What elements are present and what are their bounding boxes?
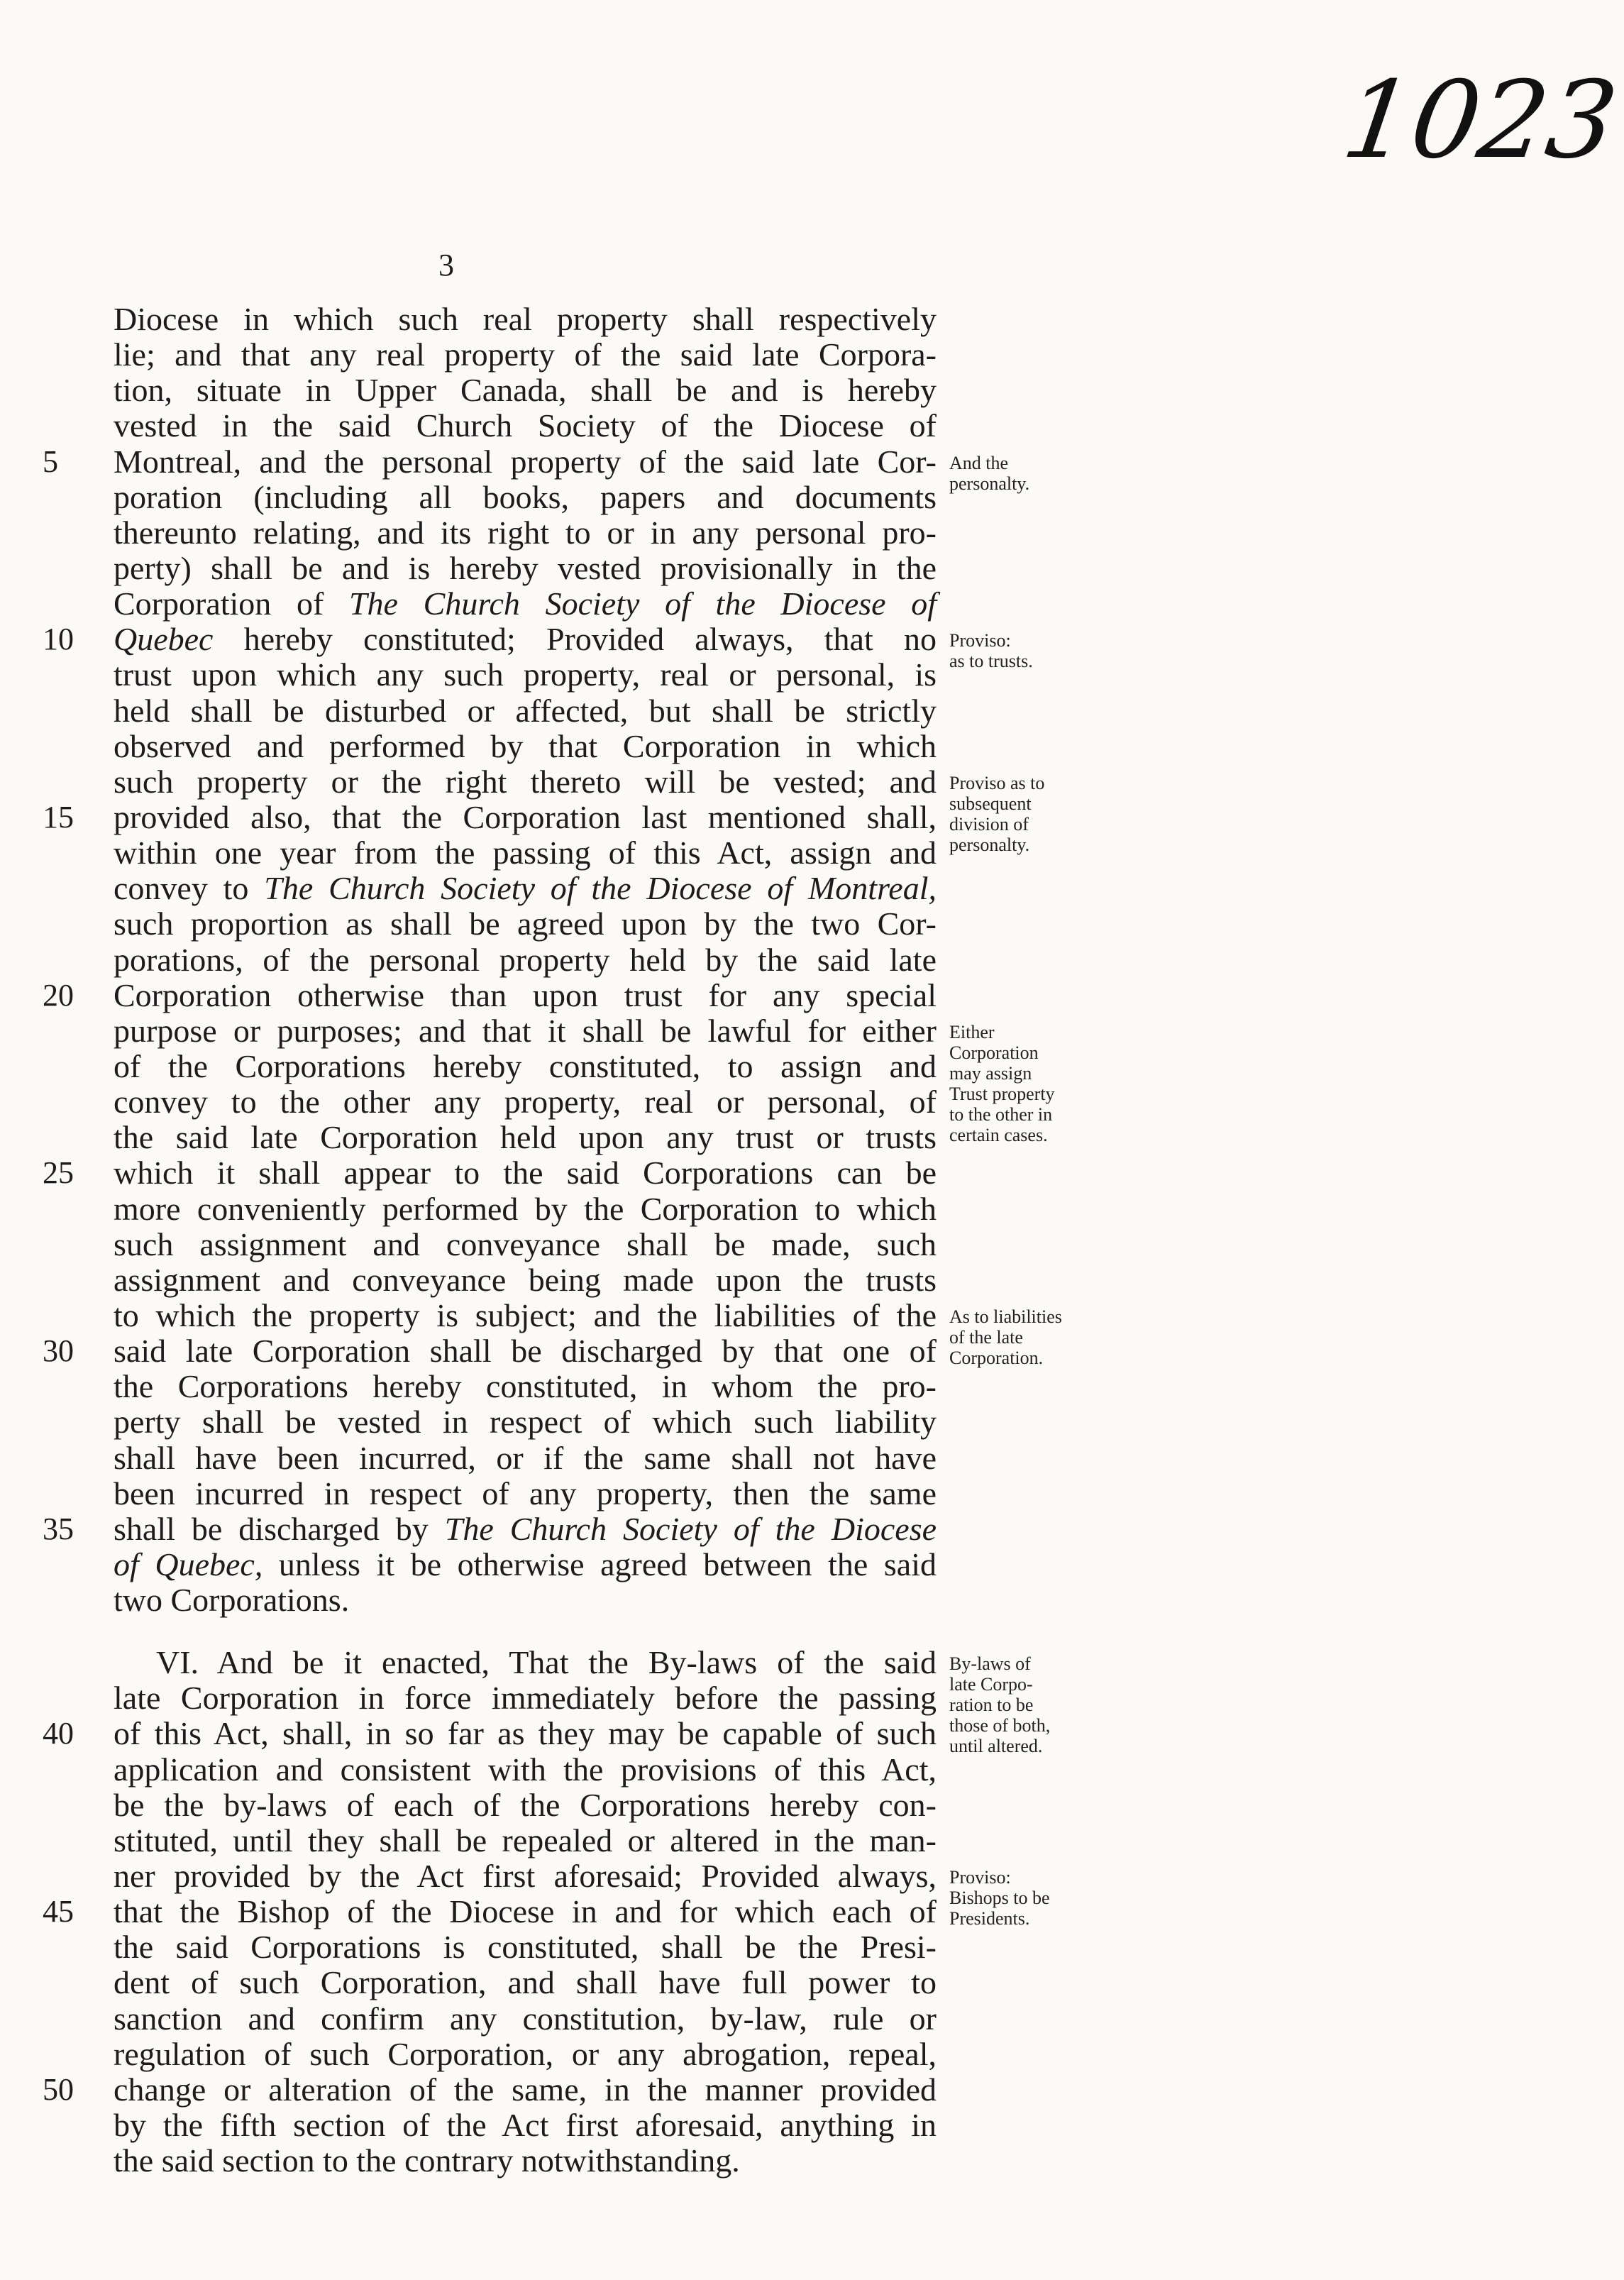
- italic-text-segment: The Church Society of the Diocese of: [348, 585, 937, 622]
- italic-text-segment: of Quebec,: [114, 1546, 263, 1582]
- text-segment: purpose or purposes; and that it shall be lawful for either: [114, 1012, 937, 1049]
- text-segment: such assignment and conveyance shall be made, such: [114, 1226, 937, 1262]
- text-line: [114, 373, 937, 408]
- line-number: 45: [43, 1894, 74, 1929]
- text-segment: that the Bishop of the Diocese in and for which each of: [114, 1893, 937, 1930]
- text-line: [43, 1893, 937, 1930]
- marginal-note-line: Corporation.: [949, 1348, 1044, 1368]
- text-line: [114, 2037, 937, 2072]
- marginal-note: [949, 453, 1112, 494]
- marginal-note-line: division of: [949, 814, 1029, 835]
- text-segment: observed and performed by that Corporation in which: [114, 727, 937, 764]
- line-number: 30: [43, 1333, 74, 1369]
- text-line: [114, 515, 937, 551]
- marginal-note: [949, 1306, 1112, 1368]
- text-line: [114, 1441, 937, 1476]
- text-segment: more conveniently performed by the Corporation to which: [114, 1190, 937, 1227]
- text-segment: the said section to the contrary notwithstanding.: [114, 2142, 740, 2179]
- italic-text-segment: Quebec: [114, 621, 214, 658]
- line-number: 40: [43, 1716, 74, 1751]
- text-segment: poration (including all books, papers and documents: [114, 478, 937, 515]
- text-line: [114, 1823, 937, 1858]
- text-segment: provided also, that the Corporation last mentioned shall,: [114, 798, 937, 835]
- text-line: [114, 1262, 937, 1298]
- text-line: [114, 2001, 937, 2037]
- text-line: [114, 1965, 937, 2000]
- statute-body-text: [43, 301, 937, 2179]
- marginal-note: [949, 1867, 1112, 1929]
- text-segment: such proportion as shall be agreed upon by the two Cor-: [114, 905, 937, 942]
- text-line: [114, 1369, 937, 1404]
- text-line: [114, 1404, 937, 1440]
- text-line: [114, 302, 937, 337]
- text-line: [43, 798, 937, 835]
- text-segment: two Corporations.: [114, 1582, 350, 1619]
- handwritten-folio-number: 1023: [1335, 59, 1624, 182]
- text-segment: which it shall appear to the said Corporations can be: [114, 1155, 937, 1191]
- text-line: [114, 1858, 937, 1894]
- text-line: [43, 1333, 937, 1370]
- text-segment: of this Act, shall, in so far as they may be capable of such: [114, 1715, 937, 1752]
- text-segment: application and consistent with the provisions of this Act,: [114, 1751, 937, 1788]
- marginal-note-line: personalty.: [949, 473, 1030, 494]
- text-segment: perty) shall be and is hereby vested provisionally in the: [114, 549, 937, 586]
- text-line: [114, 1476, 937, 1511]
- text-line: [114, 586, 937, 622]
- text-segment: held shall be disturbed or affected, but shall be strictly: [114, 692, 937, 729]
- text-line: [43, 976, 937, 1013]
- page-number: 3: [438, 248, 454, 282]
- text-line: [114, 480, 937, 515]
- text-segment: such property or the right thereto will be vested; and: [114, 763, 937, 800]
- marginal-note: [949, 1022, 1112, 1145]
- text-line: [114, 2143, 937, 2179]
- text-line: [114, 1013, 937, 1049]
- text-line: [114, 1582, 937, 1618]
- text-line: [43, 443, 937, 480]
- line-number: 10: [43, 622, 74, 657]
- text-line: [43, 2071, 937, 2108]
- text-segment: Corporation of: [114, 585, 349, 622]
- text-line: [114, 1191, 937, 1227]
- marginal-note-line: ration to be: [949, 1695, 1034, 1715]
- text-segment: by the fifth section of the Act first aforesaid, anything in: [114, 2107, 937, 2144]
- marginal-note: [949, 630, 1112, 671]
- text-segment: lie; and that any real property of the said late Corpora-: [114, 336, 937, 373]
- text-line: [114, 942, 937, 978]
- text-segment: regulation of such Corporation, or any abrogation, repeal,: [114, 2035, 937, 2072]
- text-segment: shall have been incurred, or if the same shall not have: [114, 1439, 937, 1476]
- text-segment: to which the property is subject; and the liabilities of the: [114, 1296, 937, 1333]
- text-line: [114, 551, 937, 586]
- marginal-note-line: late Corpo-: [949, 1674, 1033, 1695]
- marginal-note-line: to the other in: [949, 1104, 1053, 1125]
- italic-text-segment: The Church Society of the Diocese of Montreal,: [264, 870, 937, 907]
- text-segment: the said late Corporation held upon any trust or trusts: [114, 1119, 937, 1156]
- text-segment: convey to the other any property, real or personal, of: [114, 1084, 937, 1120]
- text-line: [43, 1715, 937, 1752]
- text-segment: Montreal, and the personal property of the said late Cor-: [114, 443, 937, 480]
- text-segment: stituted, until they shall be repealed or altered in the man-: [114, 1822, 937, 1858]
- line-number: 20: [43, 977, 74, 1013]
- text-line: [114, 693, 937, 729]
- text-line: [114, 2108, 937, 2143]
- marginal-note-line: Proviso:: [949, 630, 1011, 651]
- marginal-note: [949, 1653, 1112, 1756]
- text-line: [114, 1929, 937, 1965]
- text-line: [114, 657, 937, 693]
- text-line: [114, 1547, 937, 1582]
- marginal-note-line: Bishops to be: [949, 1888, 1050, 1908]
- text-segment: Diocese in which such real property shall respectively: [114, 301, 937, 337]
- line-number: 25: [43, 1155, 74, 1191]
- text-line: [114, 1645, 937, 1680]
- text-segment: change or alteration of the same, in the manner provided: [114, 2071, 937, 2108]
- text-segment: be the by-laws of each of the Corporations hereby con-: [114, 1786, 937, 1823]
- marginal-note-line: of the late: [949, 1327, 1023, 1348]
- text-segment: unless it be otherwise agreed between the said: [263, 1546, 937, 1582]
- text-segment: sanction and confirm any constitution, by-law, rule or: [114, 2000, 937, 2037]
- text-line: [43, 1155, 937, 1191]
- text-line: [114, 1680, 937, 1716]
- marginal-note-line: Presidents.: [949, 1908, 1030, 1929]
- marginal-note-line: By-laws of: [949, 1653, 1031, 1674]
- text-segment: shall be discharged by: [114, 1510, 445, 1547]
- marginal-note-line: Trust property: [949, 1084, 1055, 1104]
- text-line: [114, 1084, 937, 1120]
- text-line: [114, 871, 937, 906]
- text-segment: the Corporations hereby constituted, in whom the pro-: [114, 1368, 937, 1405]
- marginal-note: [949, 773, 1112, 855]
- text-segment: vested in the said Church Society of the Diocese of: [114, 407, 937, 444]
- text-segment: porations, of the personal property held by the said late: [114, 941, 937, 978]
- marginal-note-line: And the: [949, 453, 1009, 473]
- line-number: 35: [43, 1511, 74, 1546]
- marginal-note-line: Corporation: [949, 1042, 1039, 1063]
- text-segment: VI. And be it enacted, That the By-laws of the said: [156, 1644, 937, 1681]
- marginal-note-line: Either: [949, 1022, 995, 1042]
- marginal-note-line: certain cases.: [949, 1125, 1048, 1145]
- line-number: 5: [43, 444, 58, 479]
- marginal-note-line: Proviso:: [949, 1867, 1011, 1888]
- text-segment: ner provided by the Act first aforesaid; Provided always,: [114, 1858, 937, 1895]
- text-line: [43, 621, 937, 658]
- marginal-note-line: until altered.: [949, 1736, 1043, 1756]
- text-line: [114, 729, 937, 764]
- text-segment: Corporation otherwise than upon trust for any special: [114, 976, 937, 1013]
- text-line: [114, 835, 937, 871]
- text-line: [43, 1510, 937, 1547]
- text-segment: late Corporation in force immediately before the passing: [114, 1680, 937, 1717]
- text-segment: dent of such Corporation, and shall have full power to: [114, 1964, 937, 2001]
- text-segment: of the Corporations hereby constituted, to assign and: [114, 1047, 937, 1084]
- text-line: [114, 1298, 937, 1333]
- text-segment: trust upon which any such property, real or personal, is: [114, 656, 937, 693]
- marginal-note-line: may assign: [949, 1063, 1032, 1084]
- text-segment: said late Corporation shall be discharged by that one of: [114, 1333, 937, 1370]
- text-segment: been incurred in respect of any property, then the same: [114, 1475, 937, 1511]
- marginal-note-line: Proviso as to: [949, 773, 1045, 793]
- text-line: [114, 1120, 937, 1155]
- text-line: [114, 1752, 937, 1788]
- line-number: 15: [43, 799, 74, 835]
- text-line: [114, 408, 937, 444]
- text-segment: convey to: [114, 870, 265, 907]
- italic-text-segment: The Church Society of the Diocese: [444, 1510, 937, 1547]
- text-segment: thereunto relating, and its right to or in any personal pro-: [114, 514, 937, 551]
- text-segment: the said Corporations is constituted, shall be the Presi-: [114, 1929, 937, 1966]
- text-line: [114, 1049, 937, 1084]
- text-line: [114, 1227, 937, 1262]
- text-segment: within one year from the passing of this Act, assign and: [114, 835, 937, 871]
- line-number: 50: [43, 2071, 74, 2107]
- marginal-note-line: As to liabilities: [949, 1306, 1062, 1327]
- text-segment: perty shall be vested in respect of which such liability: [114, 1404, 937, 1441]
- marginal-note-line: those of both,: [949, 1715, 1051, 1736]
- marginal-note-line: personalty.: [949, 835, 1030, 855]
- text-line: [114, 764, 937, 800]
- text-segment: tion, situate in Upper Canada, shall be and is hereby: [114, 372, 937, 409]
- marginal-note-line: as to trusts.: [949, 651, 1033, 671]
- text-line: [114, 1788, 937, 1823]
- text-line: [114, 337, 937, 373]
- text-segment: assignment and conveyance being made upon the trusts: [114, 1261, 937, 1298]
- text-segment: hereby constituted; Provided always, that no: [213, 621, 937, 658]
- marginal-note-line: subsequent: [949, 793, 1032, 814]
- text-line: [114, 906, 937, 942]
